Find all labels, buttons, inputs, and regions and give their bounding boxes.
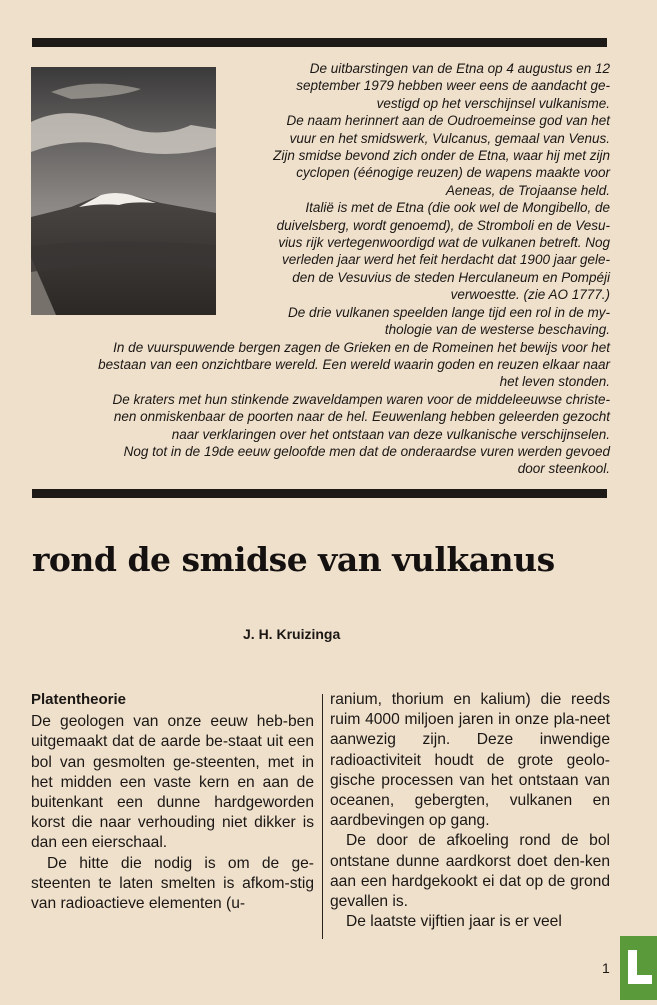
paragraph: De geologen van onze eeuw heb-ben uitgemaakt dat de aarde be-staat uit een bol van gesmolten ge-steenten, met in het midden een vaste kern en aan de buitenkant een dunne hardgeworden korst die naar verhouding niet dikker is dan een eierschaal.: [31, 713, 314, 852]
intro-line: Italië is met de Etna (die ook wel de Mongibello, de: [305, 200, 610, 216]
paragraph: De hitte die nodig is om de ge-steenten te laten smelten is afkom-stig van radioactieve elementen (u-: [31, 854, 314, 913]
intro-line: De kraters met hun stinkende zwaveldampen waren voor de middeleeuwse christe-: [112, 391, 610, 407]
intro-line: cyclopen (éénogige reuzen) de wapens maakte voor: [296, 165, 610, 181]
intro-line: naar verklaringen over het ontstaan van deze vulkanische verschijnselen.: [171, 426, 610, 442]
intro-line: De naam herinnert aan de Oudroemeinse god van het: [286, 113, 610, 129]
paragraph: ranium, thorium en kalium) die reeds ruim 4000 miljoen jaren in onze pla-neet aanwezig zijn. Deze inwendige radioactiviteit houdt de grote geolo-gische processen van het ontstaan van oceanen, gebergten, vulkanen en aardbevingen op gang.: [330, 691, 610, 830]
section-heading: Platentheorie: [31, 691, 127, 708]
intro-line: nen onmiskenbaar de poorten naar de hel. Eeuwenlang hebben geleerden gezocht: [113, 409, 610, 425]
intro-line: De drie vulkanen speelden lange tijd een rol in de my-: [288, 304, 610, 320]
paragraph: De door de afkoeling rond de bol ontstane dunne aardkorst doet den-ken aan een hardgekookt ei dat op de grond gevallen is.: [330, 832, 610, 911]
intro-line: verleden jaar werd het feit herdacht dat 1900 jaar gele-: [282, 252, 610, 268]
article-title: rond de smidse van vulkanus: [32, 540, 555, 579]
paragraph: De laatste vijftien jaar is er veel: [346, 913, 562, 931]
intro-line: Aeneas, de Trojaanse held.: [445, 182, 610, 198]
intro-line: In de vuurspuwende bergen zagen de Grieken en de Romeinen het bewijs voor het: [113, 339, 610, 355]
intro-line: duivelsberg, wordt genoemd), de Stromboli en de Vesu-: [276, 217, 610, 233]
intro-line: Nog tot in de 19de eeuw geloofde men dat de onderaardse vuren werden gevoed: [123, 443, 610, 459]
intro-line: vuur en het smidswerk, Vulcanus, gemaal van Venus.: [289, 130, 610, 146]
intro-line: het leven stonden.: [499, 374, 610, 390]
column-left: [31, 690, 314, 914]
column-right: [330, 690, 610, 932]
page-number: 1: [602, 960, 610, 976]
intro-line: den de Vesuvius de steden Herculaneum en Pompéji: [292, 269, 610, 285]
intro-line: vestigd op het verschijnsel vulkanisme.: [376, 95, 610, 111]
intro-line: De uitbarstingen van de Etna op 4 augustus en 12: [309, 61, 610, 76]
intro-line: Zijn smidse bevond zich onder de Etna, waar hij met zijn: [273, 148, 610, 164]
middle-rule: [32, 489, 607, 498]
column-divider: [322, 694, 323, 939]
author-name: J. H. Kruizinga: [243, 626, 341, 642]
intro-line: vius rijk vertegenwoordigd wat de vulkanen betreft. Nog: [278, 235, 610, 251]
green-logo-icon: [620, 936, 657, 1000]
intro-line: thologie van de westerse beschaving.: [384, 322, 610, 338]
intro-text: [30, 60, 610, 478]
top-rule: [32, 38, 607, 47]
intro-line: september 1979 hebben weer eens de aandacht ge-: [296, 78, 610, 94]
intro-line: door steenkool.: [517, 461, 610, 477]
intro-line: bestaan van een onzichtbare wereld. Een wereld waarin goden en reuzen elkaar naar: [98, 356, 610, 372]
intro-line: verwoestte. (zie AO 1777.): [450, 287, 610, 303]
